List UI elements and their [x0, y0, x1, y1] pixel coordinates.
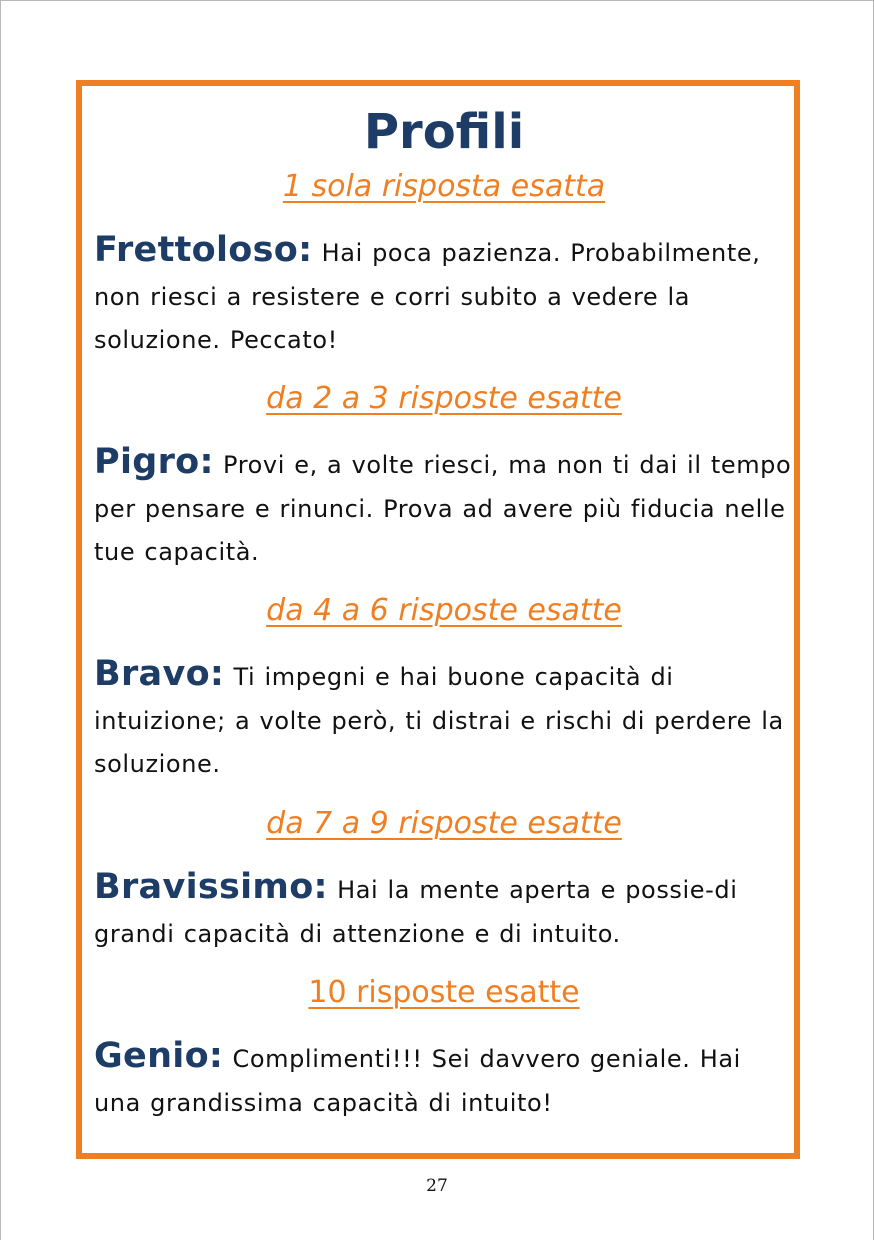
profile-pigro — [94, 441, 794, 575]
profile-bravissimo — [94, 866, 794, 956]
page-edge-top — [0, 0, 874, 1]
profile-name-pigro: Pigro: — [94, 442, 214, 482]
profile-name-bravo: Bravo: — [94, 654, 225, 694]
profile-name-genio: Genio: — [94, 1036, 224, 1076]
profile-genio — [94, 1035, 794, 1125]
profile-bravo — [94, 653, 794, 787]
profile-name-frettoloso: Frettoloso: — [94, 230, 313, 270]
range-heading-3: da 4 a 6 risposte esatte — [266, 593, 622, 628]
profile-frettoloso — [94, 229, 794, 363]
profiles-frame — [76, 80, 800, 1159]
page-edge-left — [0, 0, 1, 1240]
range-heading-1: 1 sola risposta esatta — [282, 169, 606, 204]
page-number: 27 — [426, 1176, 448, 1196]
profile-description-genio: Complimenti!!! Sei davvero geniale. Hai una grandissima capacità di intuito! — [94, 1045, 741, 1117]
profile-description-pigro: Provi e, a volte riesci, ma non ti dai il tempo per pensare e rinunci. Prova ad avere più fiducia nelle tue capacità. — [94, 451, 792, 566]
profile-description-bravissimo: Hai la mente aperta e possie-di grandi capacità di attenzione e di intuito. — [94, 876, 738, 948]
range-heading-4: da 7 a 9 risposte esatte — [266, 806, 622, 841]
range-heading-5: 10 risposte esatte — [308, 975, 580, 1010]
range-heading-2: da 2 a 3 risposte esatte — [266, 381, 622, 416]
profile-description-frettoloso: Hai poca pazienza. Probabilmente, non riesci a resistere e corri subito a vedere la soluzione. Peccato! — [94, 239, 761, 354]
profile-description-bravo: Ti impegni e hai buone capacità di intuizione; a volte però, ti distrai e rischi di perdere la soluzione. — [94, 663, 784, 778]
page-title: Profili — [363, 104, 525, 160]
profile-name-bravissimo: Bravissimo: — [94, 867, 328, 907]
